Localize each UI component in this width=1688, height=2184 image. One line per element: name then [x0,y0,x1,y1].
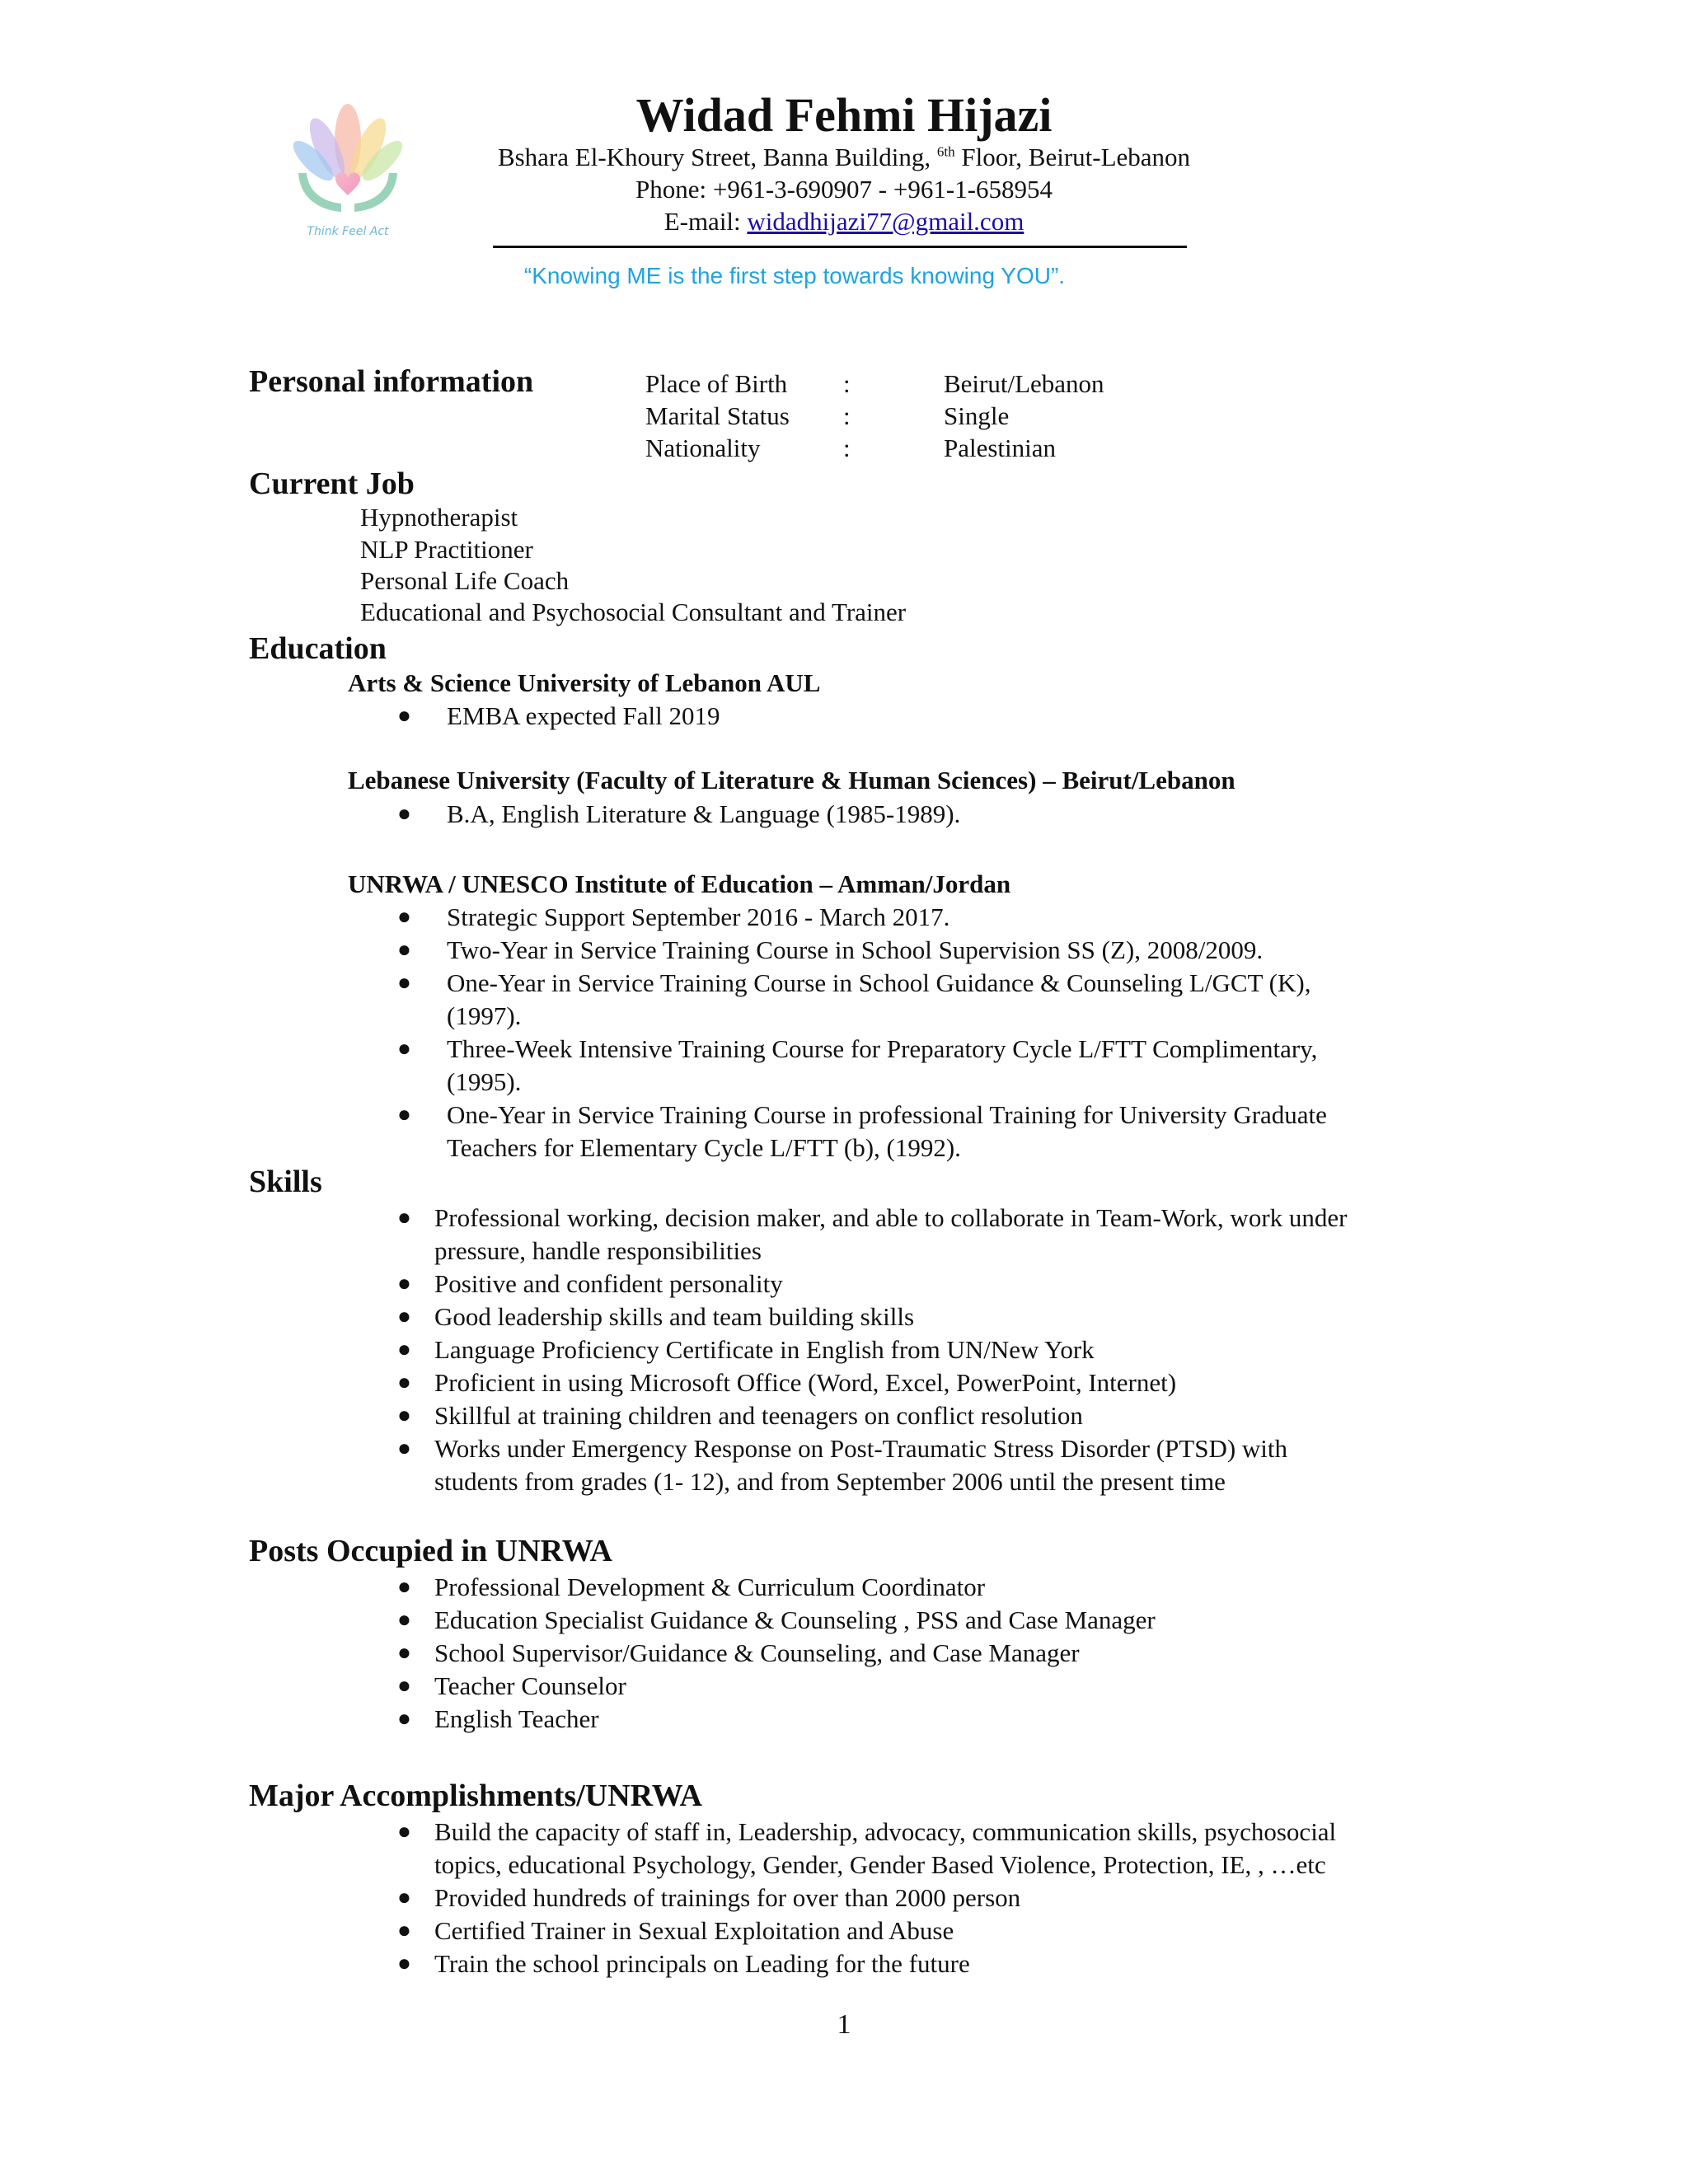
education-list [397,901,1436,1165]
education-institution: UNRWA / UNESCO Institute of Education – Amman/Jordan [348,869,1011,898]
list-item-continuation: pressure, handle responsibilities [434,1236,762,1265]
list-item: ● Strategic Support September 2016 - March 2017. [397,902,950,931]
address-line: Bshara El-Khoury Street, Banna Building, $^{6th}$ Floor, Beirut-Lebanon [497,143,1191,171]
pi-key: Nationality [645,434,761,462]
pi-value: Single [944,401,1010,430]
pi-value: Beirut/Lebanon [944,369,1104,398]
list-item-continuation: (1997). [447,1001,522,1030]
email-line: E-mail: widadhijazi77@gmail.com [663,207,1025,236]
list-item: ● Professional working, decision maker, and able to collaborate in Team-Work, work under [397,1203,1348,1232]
header-divider [493,246,1187,248]
accomplishments-list [397,1816,1440,1980]
list-item-continuation: topics, educational Psychology, Gender, Gender Based Violence, Protection, IE, , …etc [434,1850,1326,1879]
list-item: ● One-Year in Service Training Course in professional Training for University Graduate [397,1100,1327,1129]
pi-key: Marital Status [645,401,790,430]
list-item: ● Provided hundreds of trainings for over than 2000 person [397,1883,1021,1912]
education-heading: Education [249,631,387,666]
list-item: ● Positive and confident personality [397,1269,783,1298]
list-item: ● Build the capacity of staff in, Leadership, advocacy, communication skills, psychosocial [397,1817,1337,1846]
list-item: ● Language Proficiency Certificate in English from UN/New York [397,1335,1095,1364]
list-item: ● Three-Week Intensive Training Course for Preparatory Cycle L/FTT Complimentary, [397,1034,1318,1063]
list-item: ● Good leadership skills and team building skills [397,1302,915,1331]
skills-list [397,1202,1440,1498]
list-item: ● Education Specialist Guidance & Counseling , PSS and Case Manager [397,1605,1156,1634]
posts-list [397,1571,1440,1736]
education-list [397,798,1436,831]
education-institution: Arts & Science University of Lebanon AUL [348,668,821,697]
skills-heading: Skills [249,1165,322,1199]
page-number: 1 [837,2009,851,2040]
list-item: ● School Supervisor/Guidance & Counseling, and Case Manager [397,1638,1080,1667]
pi-sep: : [843,369,851,398]
list-item: ● Works under Emergency Response on Post-Traumatic Stress Disorder (PTSD) with [397,1434,1288,1463]
pi-sep: : [843,434,851,462]
list-item: ● EMBA expected Fall 2019 [397,701,720,730]
candidate-name: Widad Fehmi Hijazi [635,88,1053,142]
list-item: ● Train the school principals on Leading for the future [397,1949,970,1978]
education-list [397,700,1436,733]
pi-key: Place of Birth [645,369,788,398]
accomplishments-heading: Major Accomplishments/UNRWA [249,1779,702,1813]
svg-text:Think Feel Act: Think Feel Act [307,225,389,238]
pi-value: Palestinian [944,434,1057,462]
current-job-heading: Current Job [249,466,415,501]
list-item: ● Teacher Counselor [397,1671,626,1700]
list-item: ● Two-Year in Service Training Course in School Supervision SS (Z), 2008/2009. [397,935,1264,964]
posts-heading: Posts Occupied in UNRWA [249,1534,612,1568]
list-item: ● Proficient in using Microsoft Office (Word, Excel, PowerPoint, Internet) [397,1368,1177,1397]
email-link[interactable]: widadhijazi77@gmail.com [747,207,1025,236]
list-item-continuation: Teachers for Elementary Cycle L/FTT (b), (1992). [447,1133,961,1162]
job-item: Educational and Psychosocial Consultant and Trainer [360,598,907,626]
list-item: ● Certified Trainer in Sexual Exploitation and Abuse [397,1916,954,1945]
job-item: NLP Practitioner [360,535,533,564]
list-item: ● One-Year in Service Training Course in School Guidance & Counseling L/GCT (K), [397,968,1311,997]
phone-line: Phone: +961-3-690907 - +961-1-658954 [635,175,1053,204]
list-item: ● Skillful at training children and teenagers on conflict resolution [397,1401,1083,1430]
job-item: Personal Life Coach [360,566,570,595]
list-item: ● English Teacher [397,1704,599,1733]
list-item-continuation: students from grades (1- 12), and from September 2006 until the present time [434,1467,1226,1496]
list-item-continuation: (1995). [447,1067,522,1096]
list-item: ● Professional Development & Curriculum Coordinator [397,1572,986,1601]
motto-quote: “Knowing ME is the first step towards knowing YOU”. [523,263,1066,288]
personal-info-heading: Personal information [249,364,534,399]
list-item: ● B.A, English Literature & Language (1985-1989). [397,799,961,828]
job-item: Hypnotherapist [360,503,518,532]
pi-sep: : [843,401,851,430]
education-institution: Lebanese University (Faculty of Literature & Human Sciences) – Beirut/Lebanon [348,766,1236,794]
